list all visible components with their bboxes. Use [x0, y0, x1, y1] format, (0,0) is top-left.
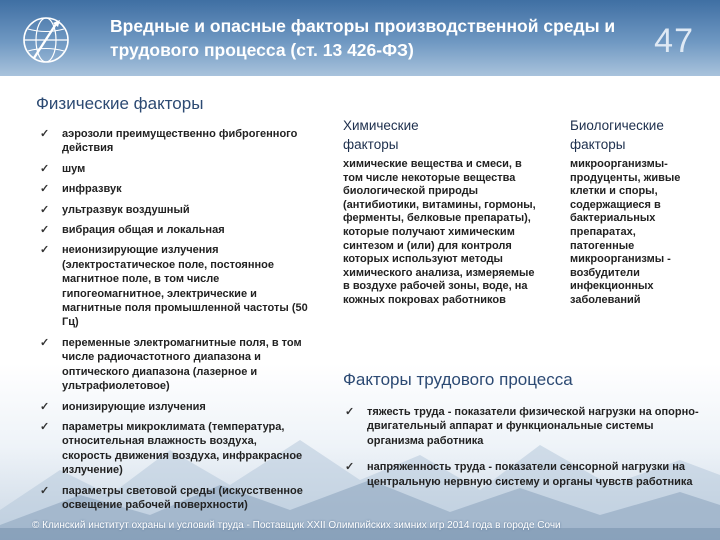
- list-item: ✓ неионизирующие излучения (электростатическое поле, постоянное магнитное поле, в том числе гипогеомагнитное, электрические и магнитные поля промышленной частоты (50 Гц): [40, 244, 308, 329]
- slide-title: Вредные и опасные факторы производственной среды и трудового процесса (ст. 13 426-ФЗ): [110, 16, 616, 60]
- list-item: ✓ напряженность труда - показатели сенсорной нагрузки на центральную нервную систему и органы чувств работника: [345, 461, 693, 488]
- list-item: ✓ шум: [40, 162, 86, 175]
- check-icon: ✓: [345, 406, 355, 418]
- list-item: ✓ вибрация общая и локальная: [40, 224, 225, 237]
- check-icon: ✓: [40, 400, 50, 413]
- check-icon: ✓: [40, 420, 50, 433]
- check-icon: ✓: [40, 162, 50, 175]
- check-icon: ✓: [40, 244, 50, 257]
- check-icon: ✓: [40, 224, 50, 237]
- list-item: ✓ ультразвук воздушный: [40, 203, 190, 216]
- check-icon: ✓: [40, 183, 50, 196]
- list-item: ✓ аэрозоли преимущественно фиброгенного действия: [40, 128, 298, 155]
- check-icon: ✓: [40, 336, 50, 349]
- check-icon: ✓: [40, 128, 50, 140]
- list-item: ✓ переменные электромагнитные поля, в том числе радиочастотного диапазона и оптического диапазона (лазерное и ультрафиолетовое): [40, 336, 302, 393]
- footer-copyright: © Клинский институт охраны и условий труда - Поставщик XXII Олимпийских зимних игр 2014 года в городе Сочи: [32, 520, 561, 531]
- check-icon: ✓: [40, 203, 50, 216]
- list-item: ✓ параметры световой среды (искусственное освещение рабочей поверхности): [40, 484, 303, 511]
- list-item: ✓ параметры микроклимата (температура, относительная влажность воздуха, скорость движения воздуха, инфракрасное излучение): [40, 420, 303, 477]
- labor-factors-heading: Факторы трудового процесса: [343, 370, 573, 389]
- physical-factors-heading: Физические факторы: [36, 94, 204, 113]
- list-item: ✓ ионизирующие излучения: [40, 400, 206, 413]
- labor-factors-list: [343, 405, 708, 489]
- physical-factors-list: [38, 127, 308, 512]
- slide-number: 47: [654, 22, 694, 60]
- slide-header: [0, 0, 720, 76]
- list-item: ✓ инфразвук: [40, 183, 122, 196]
- chemical-factors-heading: Химические факторы: [343, 118, 419, 152]
- check-icon: ✓: [40, 484, 50, 497]
- biological-factors-heading: Биологические факторы: [570, 118, 664, 152]
- chemical-factors-text: химические вещества и смеси, в том числе некоторые вещества биологической природы (антибиотики, витамины, гормоны, ферменты, белковые препараты), которые получают химическим синтезом и (или) для контроля которых используют методы химического анализа, измеряемые в воздухе рабочей зоны, воде, на кожных покровах работников: [343, 158, 536, 306]
- olympic-institute-logo-icon: [20, 14, 72, 66]
- biological-factors-text: микроорганизмы-продуценты, живые клетки и споры, содержащиеся в бактериальных препаратах, патогенные микроорганизмы - возбудители инфекционных заболеваний: [570, 158, 681, 306]
- list-item: ✓ тяжесть труда - показатели физической нагрузки на опорно-двигательный аппарат и функциональные системы организма работника: [345, 406, 699, 447]
- check-icon: ✓: [345, 461, 355, 474]
